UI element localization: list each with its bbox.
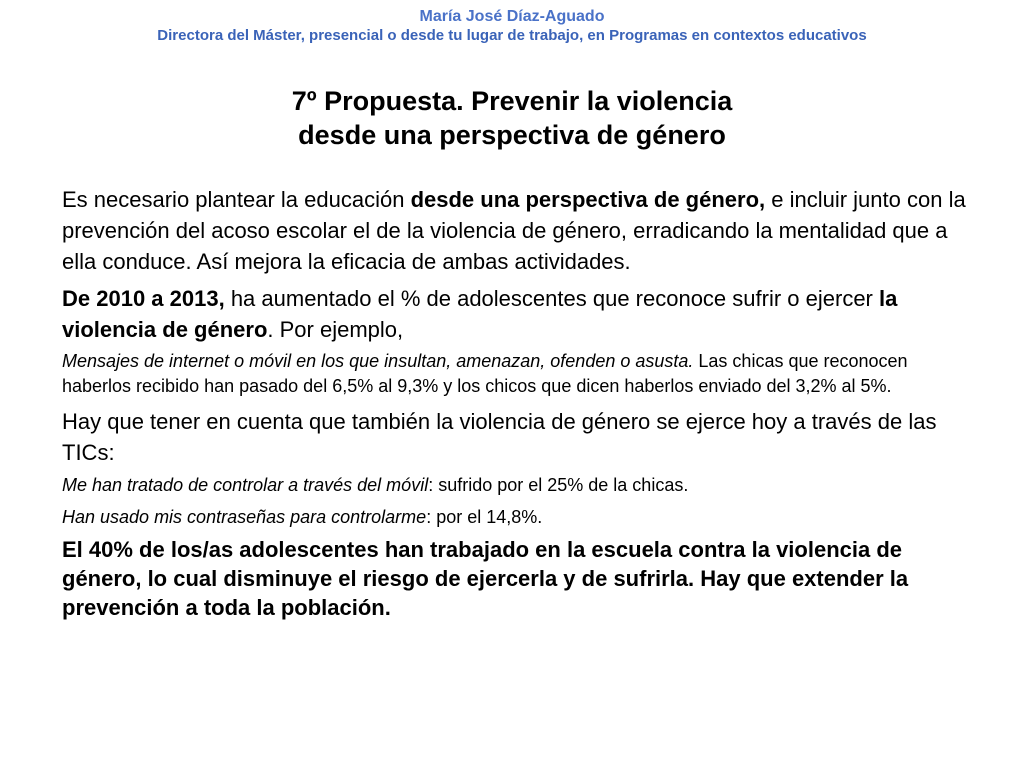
author-name: María José Díaz-Aguado [419, 8, 605, 25]
text-segment: Hay que tener en cuenta que también la violencia de género se ejerce hoy a través de las TICs: [62, 409, 937, 465]
slide-header [0, 7, 1024, 45]
bold-text: la violencia de género [62, 286, 898, 342]
paragraph-gender-perspective [62, 184, 974, 277]
text-segment: Es necesario plantear la educación [62, 187, 411, 212]
italic-text: Mensajes de internet o móvil en los que insultan, amenazan, ofenden o asusta. [62, 351, 694, 371]
paragraph-tics [62, 406, 974, 468]
paragraph-passwords [62, 504, 974, 530]
italic-text: Han usado mis contraseñas para controlarme [62, 507, 427, 527]
text-segment: e incluir junto con la prevención del acoso escolar el de la violencia de género, erradicando la mentalidad que a ella conduce. Así mejora la eficacia de ambas actividades. [62, 187, 966, 274]
paragraph-conclusion: El 40% de los/as adolescentes han trabajado en la escuela contra la violencia de género, lo cual disminuye el riesgo de ejercerla y de sufrirla. Hay que extender la prevención a toda la población. [62, 537, 909, 620]
program-description: Directora del Máster, presencial o desde tu lugar de trabajo, en Programas en contextos educativos [157, 27, 867, 44]
title-line-1: 7º Propuesta. Prevenir la violencia [291, 86, 733, 116]
text-segment: Las chicas que reconocen haberlos recibido han pasado del 6,5% al 9,3% y los chicos que dicen haberlos enviado del 3,2% al 5%. [62, 351, 908, 396]
bold-text: De 2010 a 2013, [62, 286, 225, 311]
title-line-2: desde una perspectiva de género [298, 120, 726, 150]
text-segment: : sufrido por el 25% de la chicas. [428, 475, 689, 495]
paragraph-mobile-control [62, 472, 974, 498]
text-segment: . Por ejemplo, [267, 317, 404, 342]
paragraph-internet-messages [62, 349, 974, 399]
italic-text: Me han tratado de controlar a través del móvil [62, 475, 429, 495]
text-segment: ha aumentado el % de adolescentes que reconoce sufrir o ejercer [224, 286, 879, 311]
paragraph-2010-2013 [62, 283, 974, 345]
slide-title [0, 84, 1024, 152]
text-segment: : por el 14,8%. [426, 507, 543, 527]
bold-text: desde una perspectiva de género, [410, 187, 766, 212]
slide-body [62, 184, 974, 622]
